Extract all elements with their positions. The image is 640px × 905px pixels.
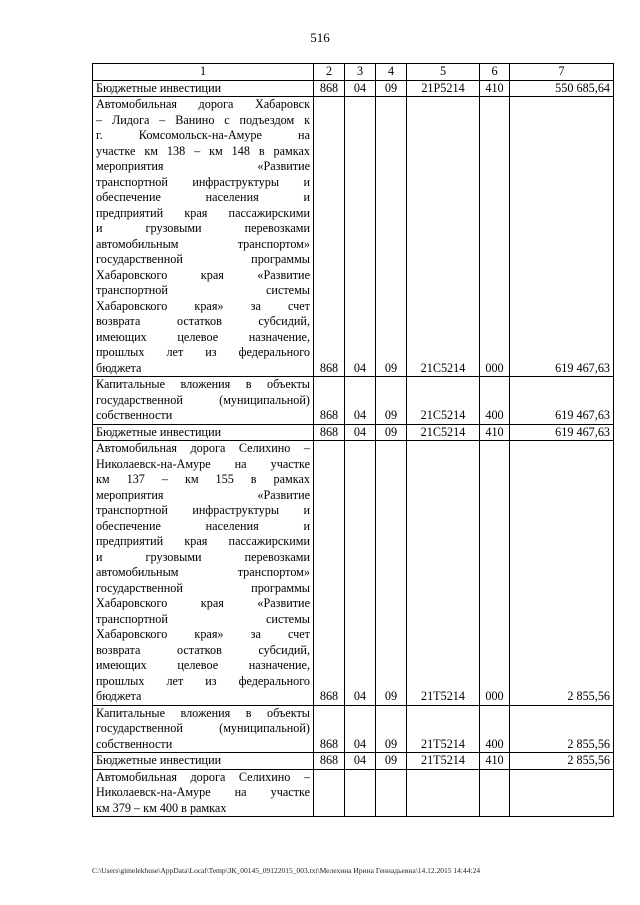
table-row [93, 441, 614, 706]
row-name-line: собственности [96, 736, 173, 751]
row-name-line: Автомобильная дорога Хабаровск [96, 97, 310, 111]
row-expense-type-cell [480, 769, 510, 817]
row-name-line: автомобильным транспортом» [96, 565, 310, 579]
row-name-line: Бюджетные инвестиции [96, 424, 222, 439]
row-name-line: государственной (муниципальной) [96, 392, 310, 407]
budget-table [92, 63, 614, 817]
row-subsection-cell: 09 [376, 705, 407, 753]
row-name-line: государственной программы [96, 580, 310, 595]
row-amount-cell [510, 769, 614, 817]
row-name-line: обеспечение населения и [96, 518, 310, 533]
row-name-line: возврата остатков субсидий, [96, 642, 310, 657]
row-amount-cell: 2 855,56 [510, 441, 614, 706]
row-amount-cell: 550 685,64 [510, 80, 614, 97]
row-name-cell [93, 753, 314, 770]
row-subsection-cell: 09 [376, 441, 407, 706]
row-name-line: Хабаровского края» за счет [96, 627, 310, 641]
row-name-line: Капитальные вложения в объекты [96, 377, 310, 391]
row-gr-code-cell: 868 [314, 441, 345, 706]
row-section-cell: 04 [345, 377, 376, 425]
row-name-line: прошлых лет из федерального [96, 673, 310, 688]
row-section-cell: 04 [345, 97, 376, 377]
row-section-cell: 04 [345, 753, 376, 770]
row-name-line: государственной (муниципальной) [96, 721, 310, 735]
row-name-cell [93, 769, 314, 817]
row-name-line: бюджета [96, 360, 142, 375]
row-name-line: автомобильным транспортом» [96, 236, 310, 251]
row-name-cell [93, 97, 314, 377]
row-name-line: Хабаровского края «Развитие [96, 596, 310, 610]
row-name-line: Николаевск-на-Амуре на участке [96, 456, 310, 471]
row-expense-type-cell: 400 [480, 377, 510, 425]
row-target-article-cell: 21С5214 [407, 424, 480, 441]
row-name-line: Хабаровского края» за счет [96, 298, 310, 313]
row-name-line: Капитальные вложения в объекты [96, 705, 310, 720]
row-name-line: прошлых лет из федерального [96, 345, 310, 359]
row-target-article-cell: 21Т5214 [407, 441, 480, 706]
row-subsection-cell: 09 [376, 424, 407, 441]
row-name-line: транспортной системы [96, 283, 310, 297]
row-name-line: Бюджетные инвестиции [96, 753, 222, 767]
row-name-line: Бюджетные инвестиции [96, 80, 222, 95]
row-name-line: обеспечение населения и [96, 190, 310, 204]
row-gr-code-cell [314, 769, 345, 817]
row-expense-type-cell: 410 [480, 424, 510, 441]
header-cell: 2 [314, 64, 345, 81]
footer-file-path: C:\Users\gimelekhuse\AppData\Local\Temp\ЗК_00145_09122015_003.txt\Мелехина Ирина Геннадьевна\14.12.2015 14:44:24 [92, 866, 481, 875]
table-row [93, 377, 614, 425]
row-name-line: участке км 138 – км 148 в рамках [96, 143, 310, 158]
row-amount-cell: 2 855,56 [510, 753, 614, 770]
row-name-line: бюджета [96, 689, 142, 703]
row-name-cell [93, 377, 314, 425]
row-name-line: Автомобильная дорога Селихино – [96, 441, 310, 455]
row-expense-type-cell: 000 [480, 97, 510, 377]
row-amount-cell: 619 467,63 [510, 97, 614, 377]
table-row [93, 97, 614, 377]
row-name-cell [93, 705, 314, 753]
table-row [93, 705, 614, 753]
row-amount-cell: 2 855,56 [510, 705, 614, 753]
header-cell: 6 [480, 64, 510, 81]
row-name-cell [93, 80, 314, 97]
row-name-line: мероприятия «Развитие [96, 159, 310, 173]
row-name-line: имеющих целевое назначение, [96, 658, 310, 672]
page-number: 516 [310, 30, 330, 45]
row-subsection-cell: 09 [376, 753, 407, 770]
table-row [93, 424, 614, 441]
header-cell: 1 [93, 64, 314, 81]
row-expense-type-cell: 400 [480, 705, 510, 753]
row-target-article-cell: 21Р5214 [407, 80, 480, 97]
row-name-line: транспортной системы [96, 611, 310, 626]
row-name-line: – Лидога – Ванино с подъездом к [96, 112, 310, 127]
row-name-line: км 137 – км 155 в рамках [96, 472, 310, 486]
row-gr-code-cell: 868 [314, 97, 345, 377]
table-row [93, 80, 614, 97]
row-expense-type-cell: 410 [480, 753, 510, 770]
row-name-line: и грузовыми перевозками [96, 549, 310, 564]
row-section-cell: 04 [345, 424, 376, 441]
row-amount-cell: 619 467,63 [510, 377, 614, 425]
row-gr-code-cell: 868 [314, 424, 345, 441]
row-gr-code-cell: 868 [314, 753, 345, 770]
row-section-cell: 04 [345, 705, 376, 753]
row-name-cell [93, 424, 314, 441]
row-subsection-cell: 09 [376, 377, 407, 425]
row-section-cell: 04 [345, 441, 376, 706]
header-cell: 5 [407, 64, 480, 81]
row-gr-code-cell: 868 [314, 80, 345, 97]
row-target-article-cell: 21Т5214 [407, 753, 480, 770]
row-target-article-cell [407, 769, 480, 817]
row-name-line: государственной программы [96, 252, 310, 266]
table-row [93, 769, 614, 817]
row-amount-cell: 619 467,63 [510, 424, 614, 441]
row-gr-code-cell: 868 [314, 705, 345, 753]
row-subsection-cell [376, 769, 407, 817]
row-name-line: предприятий края пассажирскими [96, 205, 310, 220]
row-name-line: возврата остатков субсидий, [96, 314, 310, 328]
row-name-line: Николаевск-на-Амуре на участке [96, 785, 310, 799]
header-cell: 3 [345, 64, 376, 81]
row-name-line: и грузовыми перевозками [96, 221, 310, 235]
row-subsection-cell: 09 [376, 97, 407, 377]
row-section-cell [345, 769, 376, 817]
row-gr-code-cell: 868 [314, 377, 345, 425]
row-name-line: транспортной инфраструктуры и [96, 174, 310, 189]
header-cell: 7 [510, 64, 614, 81]
row-name-line: Автомобильная дорога Селихино – [96, 769, 310, 784]
row-expense-type-cell: 410 [480, 80, 510, 97]
row-target-article-cell: 21С5214 [407, 377, 480, 425]
row-name-line: мероприятия «Развитие [96, 487, 310, 502]
table-header-row [93, 64, 614, 81]
header-cell: 4 [376, 64, 407, 81]
row-name-line: предприятий края пассажирскими [96, 534, 310, 548]
row-name-line: транспортной инфраструктуры и [96, 503, 310, 517]
row-name-cell [93, 441, 314, 706]
row-target-article-cell: 21Т5214 [407, 705, 480, 753]
table-row [93, 753, 614, 770]
row-expense-type-cell: 000 [480, 441, 510, 706]
row-name-line: имеющих целевое назначение, [96, 329, 310, 344]
row-section-cell: 04 [345, 80, 376, 97]
row-name-line: Хабаровского края «Развитие [96, 267, 310, 282]
row-target-article-cell: 21С5214 [407, 97, 480, 377]
row-subsection-cell: 09 [376, 80, 407, 97]
row-name-line: г. Комсомольск-на-Амуре на [96, 128, 310, 142]
row-name-line: км 379 – км 400 в рамках [96, 800, 227, 815]
row-name-line: собственности [96, 408, 173, 422]
